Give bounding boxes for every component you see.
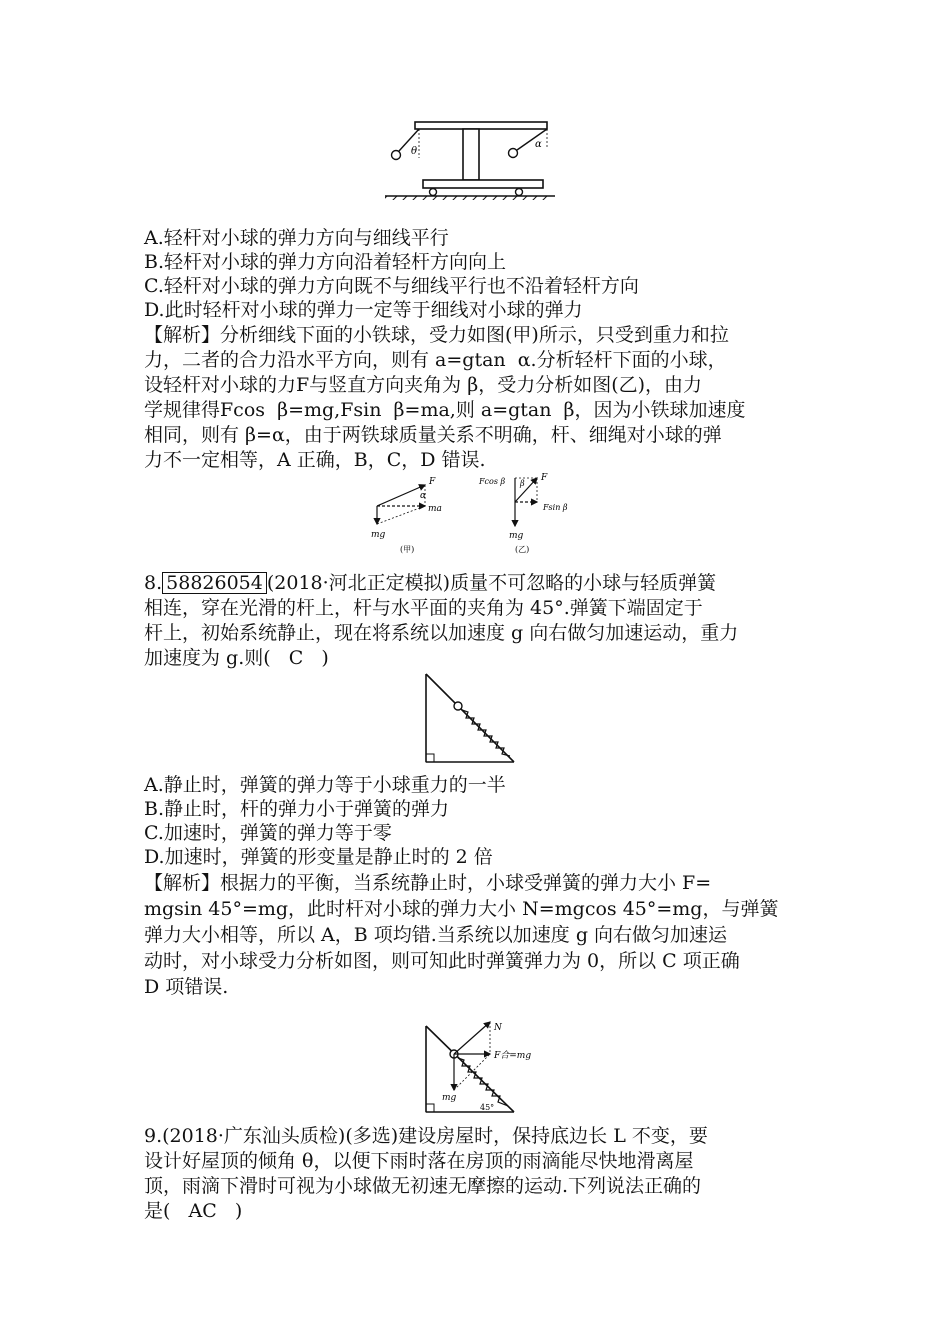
- q9-stem-line: 是( AC ): [144, 1200, 243, 1222]
- ma-label: ma: [428, 504, 442, 514]
- q7-analysis-line: 【解析】分析细线下面的小铁球，受力如图(甲)所示，只受到重力和拉: [144, 324, 729, 346]
- q7-analysis-line: 学规律得Fcos β=mg,Fsin β=ma,则 a=gtan β，因为小铁球加速度: [144, 399, 746, 421]
- beta-label: β: [520, 479, 525, 488]
- q9-stem-line: 顶，雨滴下滑时可视为小球做无初速无摩擦的运动.下列说法正确的: [144, 1175, 702, 1197]
- figure-incline-force-analysis: [418, 1020, 548, 1116]
- fhe-label: F合=mg: [494, 1051, 532, 1061]
- q8-analysis-line: 【解析】根据力的平衡，当系统静止时，小球受弹簧的弹力大小 F=: [144, 872, 712, 894]
- q7-analysis-line: 相同，则有 β=α，由于两铁球质量关系不明确，杆、细绳对小球的弹: [144, 424, 722, 446]
- q8-stem-line: 相连，穿在光滑的杆上，杆与水平面的夹角为 45°.弹簧下端固定于: [144, 597, 703, 619]
- q8-analysis-line: 动时，对小球受力分析如图，则可知此时弹簧弹力为 0，所以 C 项正确: [144, 950, 740, 972]
- theta-label: θ: [411, 146, 418, 157]
- q7-option-a: A.轻杆对小球的弹力方向与细线平行: [144, 227, 449, 249]
- q7-analysis-line: 设轻杆对小球的力F与竖直方向夹角为 β，受力分析如图(乙)，由力: [144, 374, 703, 396]
- n-label: N: [494, 1023, 502, 1033]
- mg-label: mg: [509, 531, 524, 541]
- q8-analysis-line: D 项错误.: [144, 976, 229, 998]
- q8-stem-line: 杆上，初始系统静止，现在将系统以加速度 g 向右做匀加速运动，重力: [144, 622, 739, 644]
- figure-cart-pendulum: [385, 118, 555, 200]
- q7-option-b: B.轻杆对小球的弹力方向沿着轻杆方向向上: [144, 251, 507, 273]
- alpha-label: α: [420, 491, 427, 501]
- q8-number: 8.: [144, 572, 163, 594]
- figure-incline-spring: [418, 670, 518, 766]
- q7-analysis-line: 力，二者的合力沿水平方向，则有 a=gtan α.分析轻杆下面的小球，: [144, 349, 727, 371]
- f-label: F: [429, 477, 436, 487]
- fcos-label: Fcos β: [479, 477, 506, 486]
- q8-analysis-line: mgsin 45°=mg，此时杆对小球的弹力大小 N=mgcos 45°=mg，与弹簧: [144, 898, 779, 920]
- q8-option-b: B.静止时，杆的弹力小于弹簧的弹力: [144, 798, 450, 820]
- yi-caption: (乙): [515, 545, 530, 554]
- fsin-label: Fsin β: [543, 503, 568, 512]
- q8-option-d: D.加速时，弹簧的形变量是静止时的 2 倍: [144, 846, 493, 868]
- q7-option-c: C.轻杆对小球的弹力方向既不与细线平行也不沿着轻杆方向: [144, 275, 639, 297]
- q9-stem-line: 设计好屋顶的倾角 θ，以便下雨时落在房顶的雨滴能尽快地滑离屋: [144, 1150, 694, 1172]
- q8-stem-line: 加速度为 g.则( C ): [144, 647, 329, 669]
- q7-analysis-line: 力不一定相等，A 正确，B，C，D 错误.: [144, 449, 486, 471]
- angle-label: 45°: [480, 1103, 495, 1112]
- q8-stem-text: (2018·河北正定模拟)质量不可忽略的小球与轻质弹簧: [266, 572, 717, 594]
- f-label: F: [541, 473, 548, 483]
- jia-caption: (甲): [400, 545, 415, 554]
- q8-analysis-line: 弹力大小相等，所以 A，B 项均错.当系统以加速度 g 向右做匀加速运: [144, 924, 728, 946]
- alpha-label: α: [535, 139, 542, 150]
- q8-stem-line: [144, 571, 716, 595]
- q9-stem-line: 9.(2018·广东汕头质检)(多选)建设房屋时，保持底边长 L 不变，要: [144, 1125, 708, 1147]
- q7-option-d: D.此时轻杆对小球的弹力一定等于细线对小球的弹力: [144, 299, 583, 321]
- mg-label: mg: [442, 1093, 457, 1103]
- q8-option-c: C.加速时，弹簧的弹力等于零: [144, 822, 392, 844]
- question-id-box: 58826054: [162, 572, 267, 594]
- q8-option-a: A.静止时，弹簧的弹力等于小球重力的一半: [144, 774, 506, 796]
- mg-label: mg: [371, 530, 386, 540]
- figure-force-diagrams: [365, 472, 595, 558]
